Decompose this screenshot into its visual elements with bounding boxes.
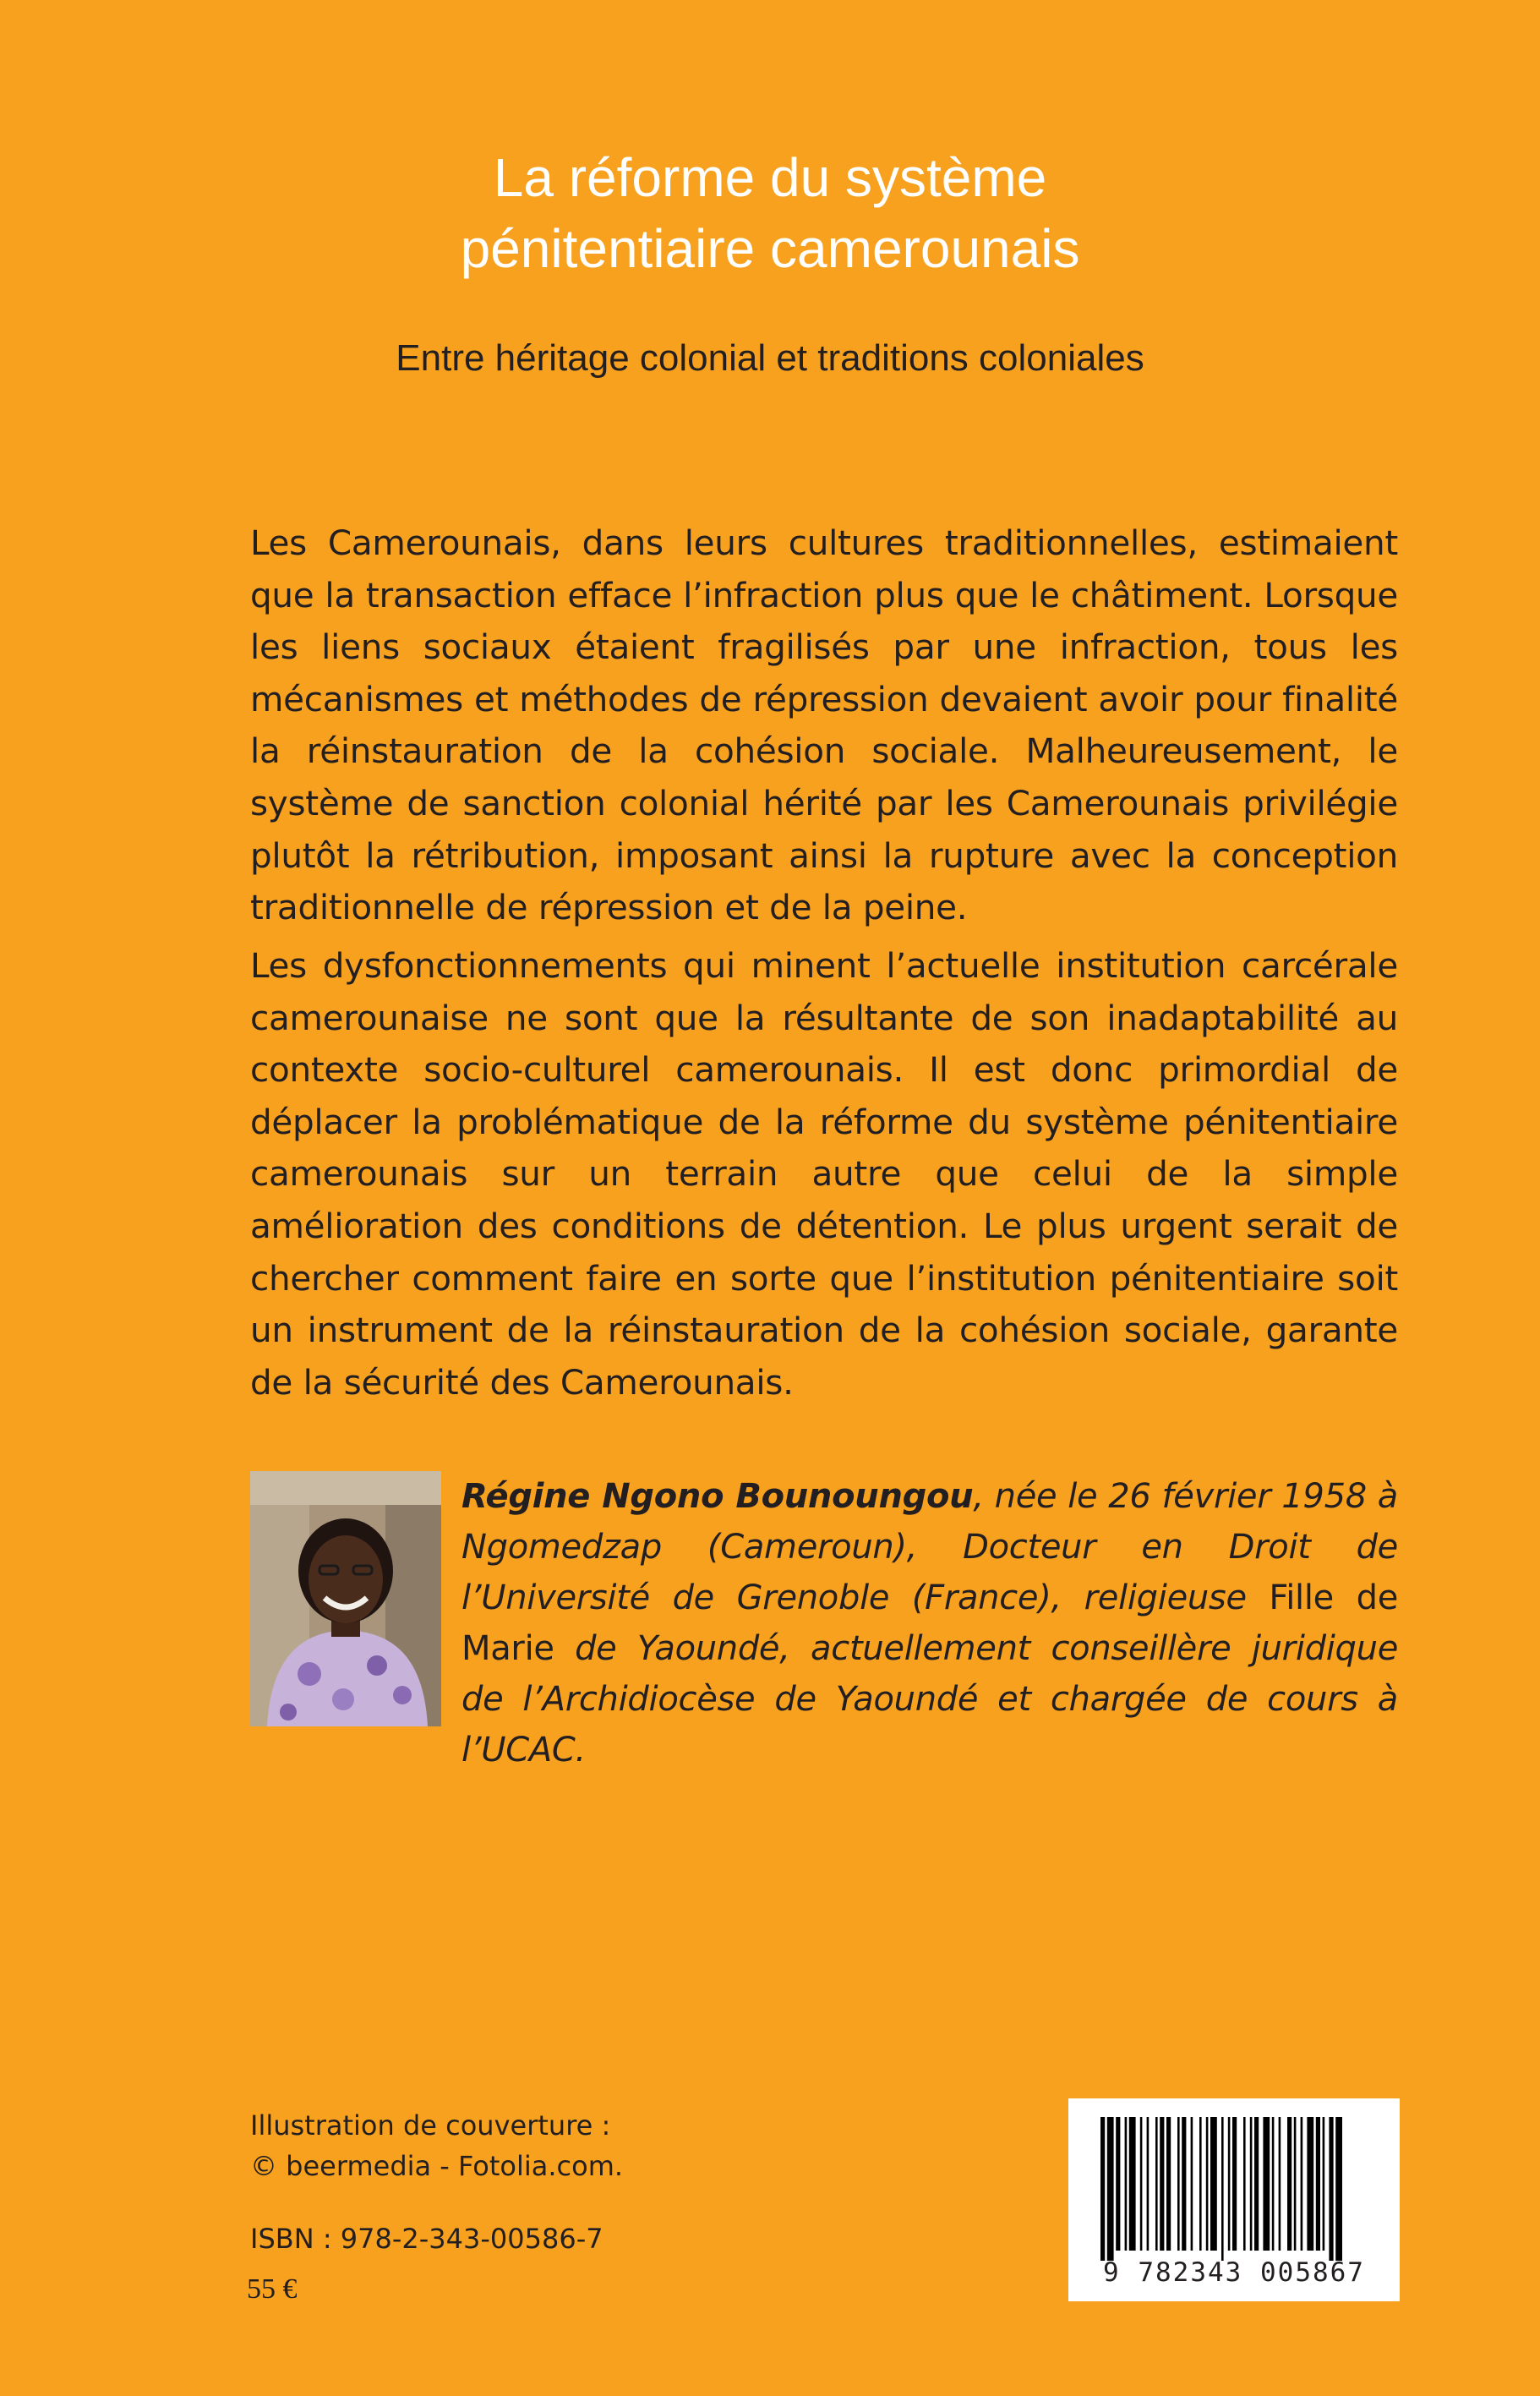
barcode-bar: [1279, 2117, 1281, 2251]
barcode-bar: [1107, 2117, 1114, 2261]
barcode-bar: [1166, 2117, 1171, 2251]
barcode-bar: [1177, 2117, 1180, 2251]
barcode-bar: [1116, 2117, 1120, 2251]
barcode-bar: [1329, 2117, 1333, 2261]
barcode-bar: [1301, 2117, 1303, 2251]
barcode-bar: [1100, 2117, 1105, 2261]
barcode-bar: [1335, 2117, 1342, 2261]
barcode-bar: [1147, 2117, 1150, 2251]
barcode-bar: [1140, 2117, 1143, 2251]
barcode-bar: [1250, 2117, 1253, 2251]
barcode-bar: [1254, 2117, 1259, 2251]
barcode-bar: [1272, 2117, 1275, 2251]
barcode-bar: [1160, 2117, 1164, 2251]
summary-paragraph-2: Les dysfonctionnements qui minent l’actuelle institution carcérale camerounaise ne sont que la résultante de son inadaptabilité au contexte socio-culturel camerounais. Il est donc primordial de déplacer la problématique de la réforme du système pénitentiaire camerounais sur un terrain autre que celui de la simple amélioration des conditions de détention. Le plus urgent serait de chercher comment faire en sorte que l’institution pénitentiaire soit un instrument de la réinstauration de la cohésion sociale, garante de la sécurité des Camerounais.: [250, 945, 1398, 1403]
barcode-bar: [1125, 2117, 1128, 2251]
barcode-bar: [1287, 2117, 1292, 2251]
author-bio-congregation: Fille de Marie: [461, 1578, 1399, 1668]
illustration-credit-line-2: © beermedia - Fotolia.com.: [250, 2150, 624, 2182]
price: 55 €: [247, 2273, 298, 2305]
author-bio: [461, 1471, 1398, 1775]
isbn-number: ISBN : 978-2-343-00586-7: [250, 2223, 603, 2255]
barcode-bar: [1155, 2117, 1158, 2251]
barcode-bar: [1191, 2117, 1193, 2251]
barcode-bar: [1232, 2117, 1237, 2251]
barcode-bar: [1199, 2117, 1202, 2251]
barcode-bar: [1307, 2117, 1313, 2251]
barcode-bar: [1221, 2117, 1224, 2261]
isbn-barcode: [1068, 2098, 1400, 2301]
book-title: [0, 142, 1540, 284]
author-bio-part-1: , née le 26 février 1958 à Ngomedzap (Cameroun), Docteur en Droit de l’Université de Grenoble (France), religieuse: [461, 1477, 1398, 1617]
barcode-bar: [1316, 2117, 1320, 2251]
author-photo: [250, 1471, 441, 1726]
barcode-bar: [1182, 2117, 1186, 2251]
barcode-bar: [1228, 2117, 1231, 2251]
title-line-2: pénitentiaire camerounais: [460, 218, 1080, 279]
barcode-bar: [1129, 2117, 1136, 2251]
book-subtitle: Entre héritage colonial et traditions coloniales: [396, 337, 1144, 379]
author-name: Régine Ngono Bounoungou: [461, 1477, 974, 1516]
author-bio-part-2: de Yaoundé, actuellement conseillère juridique de l’Archidiocèse de Yaoundé et chargée de cours à l’UCAC.: [461, 1629, 1398, 1770]
barcode-bar: [1263, 2117, 1270, 2251]
barcode-bar: [1323, 2117, 1325, 2251]
barcode-bar: [1206, 2117, 1209, 2251]
title-line-1: La réforme du système: [493, 147, 1047, 208]
summary-paragraph-1: Les Camerounais, dans leurs cultures traditionnelles, estimaient que la transaction efface l’infraction plus que le châtiment. Lorsque les liens sociaux étaient fragilisés par une infraction, tous les mécanismes et méthodes de répression devaient avoir pour finalité la réinstauration de la cohésion sociale. Malheureusement, le système de sanction colonial hérité par les Camerounais privilégie plutôt la rétribution, imposant ainsi la rupture avec la conception traditionnelle de répression et de la peine.: [250, 522, 1398, 928]
barcode-bar: [1243, 2117, 1246, 2251]
illustration-credit-line-1: Illustration de couverture :: [250, 2109, 611, 2142]
illustration-credit: [250, 2105, 757, 2186]
barcode-bar: [1210, 2117, 1217, 2251]
barcode-digits: 9 782343 005867: [1103, 2257, 1365, 2288]
barcode-bar: [1294, 2117, 1297, 2251]
